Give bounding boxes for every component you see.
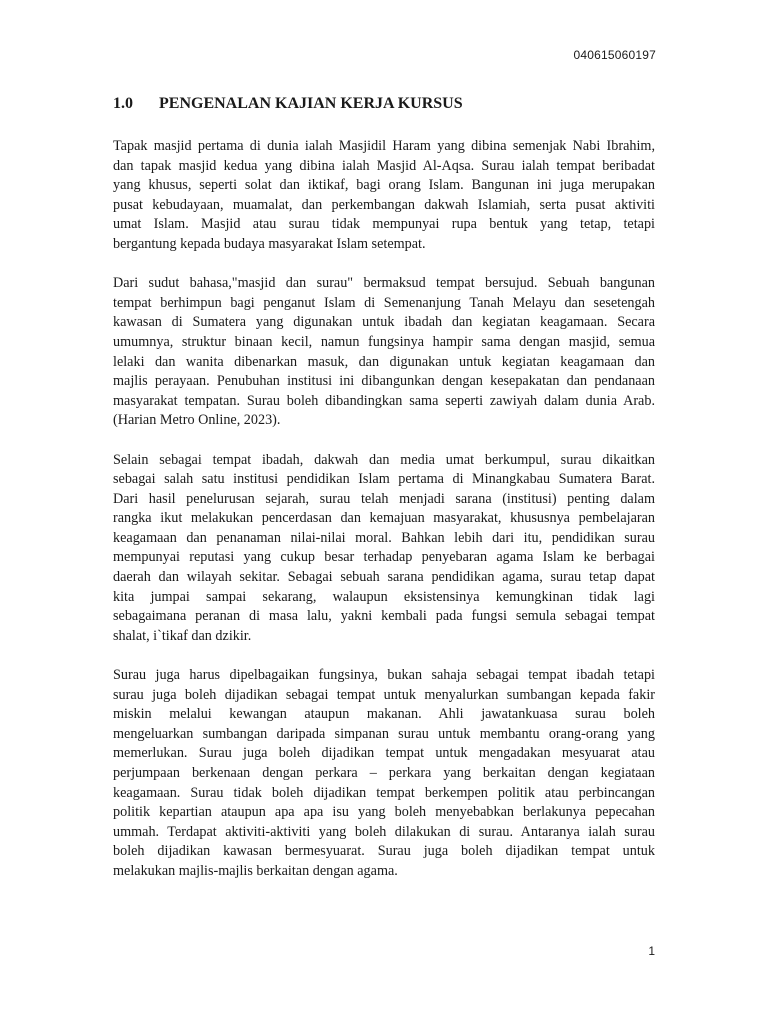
section-title: PENGENALAN KAJIAN KERJA KURSUS	[159, 95, 463, 112]
paragraph-line: ummah. Terdapat aktiviti-aktiviti yang boleh dilakukan di surau. Antaranya ialah surau	[113, 823, 655, 840]
document-body	[113, 94, 655, 901]
section-number: 1.0	[113, 95, 133, 112]
paragraph-line: bergantung kepada budaya masyarakat Islam setempat.	[113, 235, 426, 252]
paragraph-line: Tapak masjid pertama di dunia ialah Masjidil Haram yang dibina semenjak Nabi Ibrahim,	[113, 138, 655, 154]
paragraph-line: boleh dijadikan kawasan bermesyuarat. Surau juga boleh dijadikan tempat untuk	[113, 843, 655, 860]
paragraph-line: keagamaan. Surau tidak boleh dijadikan tempat berkempen politik atau perbincangan	[113, 784, 655, 801]
paragraph-line: lelaki dan wanita dibenarkan masuk, dan digunakan untuk kegiatan keagamaan dan	[113, 353, 655, 370]
paragraph-line: mempunyai reputasi yang cukup besar terhadap penyebaran agama Islam ke berbagai	[113, 549, 655, 566]
paragraph-line: yang khusus, seperti solat dan iktikaf, bagi orang Islam. Bangunan ini juga merupakan	[113, 177, 655, 194]
paragraph-line: Dari sudut bahasa,"masjid dan surau" bermaksud tempat bersujud. Sebuah bangunan	[113, 275, 655, 292]
paragraph-line: Dari hasil penelurusan sejarah, surau telah menjadi sarana (institusi) penting dalam	[113, 490, 655, 507]
paragraph-line: sebagai salah satu institusi pendidikan Islam pertama di Minangkabau Sumatera Barat.	[113, 471, 655, 488]
paragraph-4	[113, 666, 655, 882]
paragraph-line: (Harian Metro Online, 2023).	[113, 412, 281, 429]
paragraph-3	[113, 451, 655, 647]
paragraph-line: kawasan di Sumatera yang digunakan untuk ibadah dan kegiatan keagamaan. Secara	[113, 314, 655, 331]
paragraph-line: umumnya, struktur binaan kecil, namun fungsinya hampir sama dengan masjid, semua	[113, 333, 655, 350]
paragraph-line: dan tapak masjid kedua yang dibina ialah Masjid Al-Aqsa. Surau ialah tempat beribadat	[113, 157, 655, 174]
paragraph-list	[113, 137, 655, 882]
paragraph-line: memerlukan. Surau juga boleh dijadikan tempat untuk mengadakan mesyuarat atau	[113, 745, 655, 762]
paragraph-line: umat Islam. Masjid atau surau tidak mempunyai rupa bentuk yang tetap, tetapi	[113, 216, 655, 233]
paragraph-line: perjumpaan berkenaan dengan perkara – perkara yang berkaitan dengan kegiataan	[113, 765, 655, 781]
paragraph-line: Surau juga harus dipelbagaikan fungsinya, bukan sahaja sebagai tempat ibadah tetapi	[113, 667, 655, 684]
paragraph-line: miskin melalui kewangan ataupun makanan. Ahli jawatankuasa surau boleh	[113, 706, 655, 723]
paragraph-line: melakukan majlis-majlis berkaitan dengan agama.	[113, 862, 398, 879]
paragraph-line: mengeluarkan sumbangan daripada simpanan surau untuk membantu orang-orang yang	[113, 725, 655, 742]
section-heading	[113, 94, 655, 114]
paragraph-line: shalat, i`tikaf dan dzikir.	[113, 627, 252, 644]
paragraph-line: tempat berhimpun bagi penganut Islam di Semenanjung Tanah Melayu dan sesetengah	[113, 294, 655, 311]
paragraph-line: pusat kebudayaan, muamalat, dan perkembangan dakwah Islamiah, serta pusat aktiviti	[113, 196, 655, 213]
paragraph-line: keagamaan dan penanaman nilai-nilai moral. Bahkan lebih dari itu, pendidikan surau	[113, 529, 655, 546]
paragraph-line: sebagaimana peranan di masa lalu, yakni kembali pada fungsi semula sebagai tempat	[113, 608, 655, 625]
page-number: 1	[648, 944, 655, 958]
paragraph-line: daerah dan wilayah sekitar. Sebagai sebuah sarana pendidikan agama, surau tetap dapat	[113, 569, 655, 586]
paragraph-line: rangka ikut melakukan pencerdasan dan kemajuan masyarakat, khususnya pembelajaran	[113, 510, 655, 527]
paragraph-line: masyarakat tempatan. Surau boleh dibandingkan sama seperti zawiyah dalam dunia Arab.	[113, 392, 655, 409]
paragraph-line: politik kepartian ataupun apa apa isu yang boleh menyebabkan berlakunya pepecahan	[113, 804, 655, 821]
paragraph-line: majlis perayaan. Penubuhan institusi ini dibangunkan dengan kesepakatan dan pendanaan	[113, 373, 655, 390]
paragraph-line: Selain sebagai tempat ibadah, dakwah dan media umat berkumpul, surau dikaitkan	[113, 451, 655, 468]
paragraph-1	[113, 137, 655, 255]
document-id: 040615060197	[573, 48, 656, 62]
paragraph-line: surau juga boleh dijadikan sebagai tempat untuk menyalurkan sumbangan kepada fakir	[113, 686, 655, 703]
paragraph-line: kita jumpai sampai sekarang, walaupun eksistensinya kemungkinan tidak lagi	[113, 588, 655, 605]
paragraph-2	[113, 274, 655, 431]
